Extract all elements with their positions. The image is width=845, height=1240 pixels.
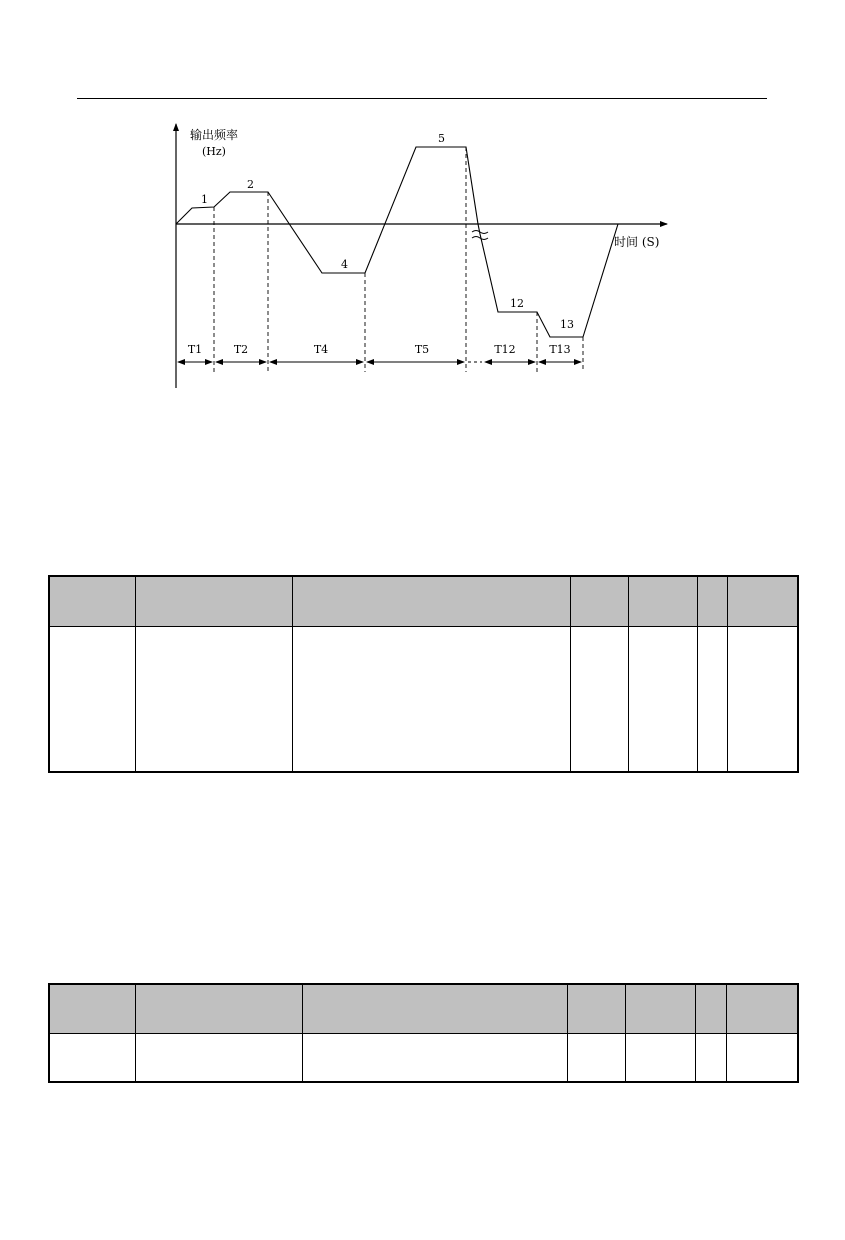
table-header-row [49, 984, 798, 1033]
interval-label: T1 [187, 343, 203, 356]
header-cell [135, 984, 302, 1033]
header-cell [727, 576, 798, 626]
table-cell [628, 626, 697, 772]
header-cell [135, 576, 292, 626]
table-cell [292, 626, 570, 772]
header-cell [49, 984, 135, 1033]
y-axis-label: 输出频率 [190, 128, 239, 142]
header-cell [628, 576, 697, 626]
table-row [49, 626, 798, 772]
step-label: 13 [560, 318, 574, 331]
table-cell [726, 1033, 798, 1082]
header-cell [570, 576, 628, 626]
table-cell [49, 1033, 135, 1082]
table-header-row [49, 576, 798, 626]
table-cell [695, 1033, 726, 1082]
y-axis-unit: (Hz) [202, 145, 226, 158]
step-label: 2 [247, 178, 254, 191]
table-cell [302, 1033, 567, 1082]
header-cell [292, 576, 570, 626]
step-label: 1 [201, 193, 208, 206]
interval-dividers [214, 147, 583, 372]
header-cell [695, 984, 726, 1033]
x-axis-label: 时间 (S) [614, 235, 660, 249]
table-cell [135, 1033, 302, 1082]
header-cell [697, 576, 727, 626]
header-cell [726, 984, 798, 1033]
header-cell [567, 984, 625, 1033]
step-label: 5 [438, 132, 445, 145]
header-cell [302, 984, 567, 1033]
interval-label: T5 [414, 343, 430, 356]
interval-label: T13 [549, 343, 571, 356]
table-cell [567, 1033, 625, 1082]
step-label: 12 [510, 297, 524, 310]
frequency-curve [176, 147, 618, 337]
step-label: 4 [341, 258, 348, 271]
table-cell [570, 626, 628, 772]
interval-label: T4 [313, 343, 329, 356]
parameter-table-2 [48, 983, 799, 1083]
interval-label: T12 [494, 343, 516, 356]
table-cell [49, 626, 135, 772]
interval-label: T2 [233, 343, 249, 356]
table-cell [697, 626, 727, 772]
table-row [49, 1033, 798, 1082]
multi-step-speed-diagram [0, 0, 845, 420]
parameter-table-1 [48, 575, 799, 773]
table-cell [727, 626, 798, 772]
table-cell [625, 1033, 695, 1082]
header-cell [49, 576, 135, 626]
table-cell [135, 626, 292, 772]
header-cell [625, 984, 695, 1033]
